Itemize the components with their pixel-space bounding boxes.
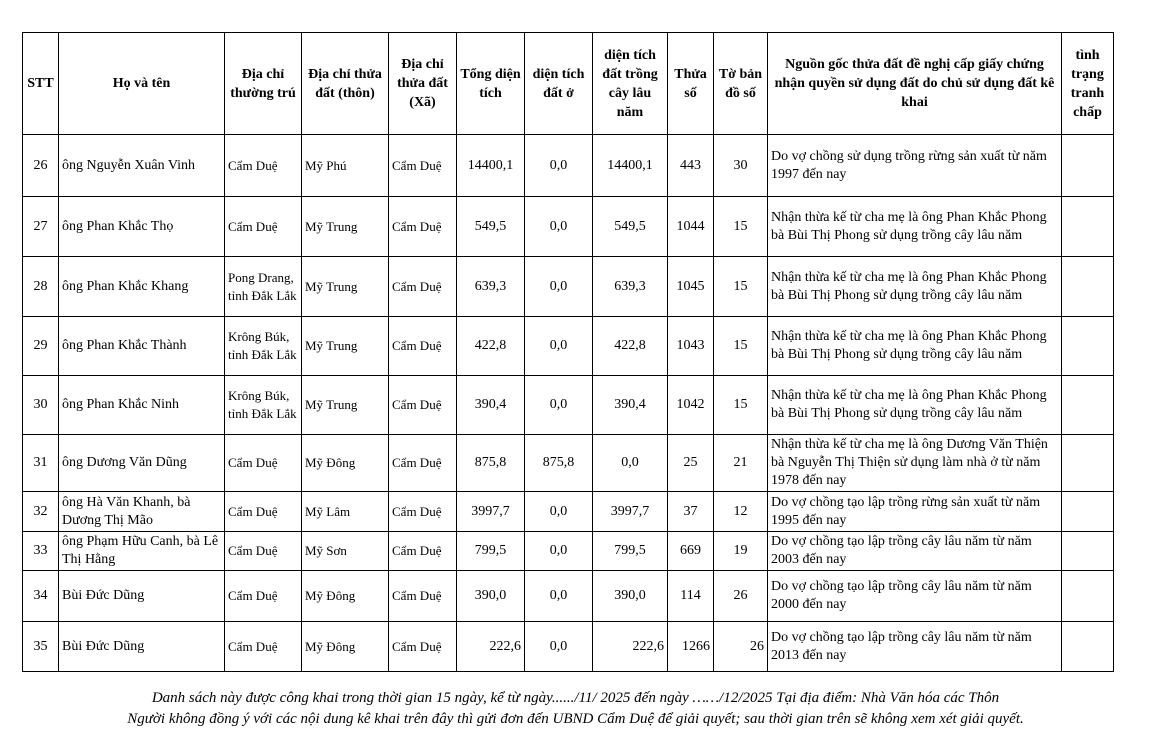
cell-total-area: 639,3 xyxy=(457,257,525,317)
cell-commune: Cẩm Duệ xyxy=(389,135,457,197)
cell-name: ông Phan Khắc Ninh xyxy=(59,376,225,435)
cell-origin: Do vợ chồng tạo lập trồng cây lâu năm từ năm 2013 đến nay xyxy=(768,622,1062,672)
cell-name: ông Phan Khắc Thọ xyxy=(59,197,225,257)
cell-plot-number: 114 xyxy=(668,571,714,622)
cell-dispute xyxy=(1062,257,1114,317)
land-registration-table xyxy=(22,32,1114,672)
cell-commune: Cẩm Duệ xyxy=(389,257,457,317)
cell-total-area: 799,5 xyxy=(457,532,525,571)
cell-map-sheet: 26 xyxy=(714,571,768,622)
cell-total-area: 422,8 xyxy=(457,317,525,376)
cell-commune: Cẩm Duệ xyxy=(389,571,457,622)
cell-residence: Pong Drang, tỉnh Đắk Lắk xyxy=(225,257,302,317)
cell-dispute xyxy=(1062,492,1114,532)
cell-residence: Cẩm Duệ xyxy=(225,492,302,532)
cell-stt: 32 xyxy=(23,492,59,532)
header-stt: STT xyxy=(23,33,59,135)
cell-commune: Cẩm Duệ xyxy=(389,317,457,376)
header-perennial-area: diện tích đất trồng cây lâu năm xyxy=(593,33,668,135)
cell-plot-number: 669 xyxy=(668,532,714,571)
cell-residential-area: 0,0 xyxy=(525,532,593,571)
cell-residential-area: 0,0 xyxy=(525,317,593,376)
cell-residence: Cẩm Duệ xyxy=(225,622,302,672)
header-total-area: Tổng diện tích xyxy=(457,33,525,135)
cell-total-area: 549,5 xyxy=(457,197,525,257)
cell-stt: 26 xyxy=(23,135,59,197)
cell-village: Mỹ Đông xyxy=(302,571,389,622)
cell-village: Mỹ Trung xyxy=(302,376,389,435)
cell-perennial-area: 222,6 xyxy=(593,622,668,672)
cell-residential-area: 0,0 xyxy=(525,622,593,672)
cell-residential-area: 0,0 xyxy=(525,135,593,197)
header-map-sheet: Tờ bản đồ số xyxy=(714,33,768,135)
cell-perennial-area: 0,0 xyxy=(593,435,668,492)
cell-residential-area: 0,0 xyxy=(525,492,593,532)
cell-dispute xyxy=(1062,376,1114,435)
cell-perennial-area: 3997,7 xyxy=(593,492,668,532)
notice-line-2: Người không đồng ý với các nội dung kê khai trên đây thì gửi đơn đến UBND Cẩm Duệ để giải quyết; sau thời gian trên sẽ không xem xét giải quyết. xyxy=(127,711,1024,727)
cell-name: ông Phan Khắc Khang xyxy=(59,257,225,317)
cell-residence: Cẩm Duệ xyxy=(225,571,302,622)
cell-name: ông Phạm Hữu Canh, bà Lê Thị Hằng xyxy=(59,532,225,571)
cell-map-sheet: 15 xyxy=(714,376,768,435)
cell-dispute xyxy=(1062,317,1114,376)
cell-origin: Nhận thừa kế từ cha mẹ là ông Phan Khắc Phong bà Bùi Thị Phong sử dụng trồng cây lâu năm xyxy=(768,257,1062,317)
table-row xyxy=(23,622,1114,672)
cell-residential-area: 875,8 xyxy=(525,435,593,492)
cell-stt: 31 xyxy=(23,435,59,492)
header-plot-number: Thửa số xyxy=(668,33,714,135)
cell-plot-number: 1043 xyxy=(668,317,714,376)
table-row xyxy=(23,135,1114,197)
header-dispute: tình trạng tranh chấp xyxy=(1062,33,1114,135)
cell-origin: Do vợ chồng tạo lập trồng cây lâu năm từ năm 2000 đến nay xyxy=(768,571,1062,622)
cell-residential-area: 0,0 xyxy=(525,257,593,317)
cell-commune: Cẩm Duệ xyxy=(389,492,457,532)
cell-total-area: 875,8 xyxy=(457,435,525,492)
cell-village: Mỹ Trung xyxy=(302,197,389,257)
cell-plot-number: 37 xyxy=(668,492,714,532)
cell-residential-area: 0,0 xyxy=(525,376,593,435)
cell-stt: 30 xyxy=(23,376,59,435)
cell-residence: Cẩm Duệ xyxy=(225,532,302,571)
cell-residence: Krông Búk, tỉnh Đắk Lắk xyxy=(225,376,302,435)
cell-map-sheet: 15 xyxy=(714,257,768,317)
cell-commune: Cẩm Duệ xyxy=(389,197,457,257)
cell-dispute xyxy=(1062,135,1114,197)
cell-origin: Nhận thừa kế từ cha mẹ là ông Dương Văn Thiện bà Nguyễn Thị Thiện sử dụng làm nhà ở từ năm 1978 đến nay xyxy=(768,435,1062,492)
cell-origin: Nhận thừa kế từ cha mẹ là ông Phan Khắc Phong bà Bùi Thị Phong sử dụng trồng cây lâu năm xyxy=(768,376,1062,435)
table-row xyxy=(23,435,1114,492)
cell-plot-number: 1042 xyxy=(668,376,714,435)
cell-map-sheet: 15 xyxy=(714,317,768,376)
cell-perennial-area: 390,4 xyxy=(593,376,668,435)
cell-origin: Do vợ chồng tạo lập trồng cây lâu năm từ năm 2003 đến nay xyxy=(768,532,1062,571)
cell-map-sheet: 12 xyxy=(714,492,768,532)
header-plot-village: Địa chỉ thửa đất (thôn) xyxy=(302,33,389,135)
cell-origin: Nhận thừa kế từ cha mẹ là ông Phan Khắc Phong bà Bùi Thị Phong sử dụng trồng cây lâu năm xyxy=(768,197,1062,257)
cell-perennial-area: 799,5 xyxy=(593,532,668,571)
cell-stt: 28 xyxy=(23,257,59,317)
table-row xyxy=(23,532,1114,571)
cell-name: ông Hà Văn Khanh, bà Dương Thị Mão xyxy=(59,492,225,532)
cell-plot-number: 1266 xyxy=(668,622,714,672)
cell-perennial-area: 549,5 xyxy=(593,197,668,257)
cell-map-sheet: 21 xyxy=(714,435,768,492)
public-notice xyxy=(0,688,1151,730)
cell-perennial-area: 422,8 xyxy=(593,317,668,376)
cell-total-area: 222,6 xyxy=(457,622,525,672)
header-residence: Địa chỉ thường trú xyxy=(225,33,302,135)
cell-commune: Cẩm Duệ xyxy=(389,622,457,672)
cell-village: Mỹ Phú xyxy=(302,135,389,197)
cell-map-sheet: 26 xyxy=(714,622,768,672)
cell-residence: Cẩm Duệ xyxy=(225,435,302,492)
cell-plot-number: 1045 xyxy=(668,257,714,317)
table-row xyxy=(23,197,1114,257)
cell-stt: 34 xyxy=(23,571,59,622)
cell-commune: Cẩm Duệ xyxy=(389,532,457,571)
cell-origin: Do vợ chồng sử dụng trồng rừng sản xuất từ năm 1997 đến nay xyxy=(768,135,1062,197)
cell-village: Mỹ Đông xyxy=(302,435,389,492)
cell-plot-number: 443 xyxy=(668,135,714,197)
cell-origin: Do vợ chồng tạo lập trồng rừng sản xuất từ năm 1995 đến nay xyxy=(768,492,1062,532)
cell-village: Mỹ Đông xyxy=(302,622,389,672)
cell-village: Mỹ Trung xyxy=(302,257,389,317)
cell-commune: Cẩm Duệ xyxy=(389,435,457,492)
cell-perennial-area: 14400,1 xyxy=(593,135,668,197)
table-row xyxy=(23,571,1114,622)
header-name: Họ và tên xyxy=(59,33,225,135)
table-row xyxy=(23,257,1114,317)
cell-residence: Cẩm Duệ xyxy=(225,197,302,257)
table-row xyxy=(23,376,1114,435)
table-row xyxy=(23,317,1114,376)
cell-name: Bùi Đức Dũng xyxy=(59,571,225,622)
cell-dispute xyxy=(1062,622,1114,672)
cell-dispute xyxy=(1062,197,1114,257)
cell-plot-number: 1044 xyxy=(668,197,714,257)
cell-total-area: 3997,7 xyxy=(457,492,525,532)
cell-dispute xyxy=(1062,435,1114,492)
cell-total-area: 390,4 xyxy=(457,376,525,435)
notice-line-1: Danh sách này được công khai trong thời gian 15 ngày, kể từ ngày....../11/ 2025 đến ngày ……/12/2025 Tại địa điểm: Nhà Văn hóa các Thôn xyxy=(151,690,1000,706)
cell-name: ông Dương Văn Dũng xyxy=(59,435,225,492)
cell-origin: Nhận thừa kế từ cha mẹ là ông Phan Khắc Phong bà Bùi Thị Phong sử dụng trồng cây lâu năm xyxy=(768,317,1062,376)
cell-dispute xyxy=(1062,571,1114,622)
cell-residential-area: 0,0 xyxy=(525,571,593,622)
cell-stt: 35 xyxy=(23,622,59,672)
cell-name: ông Phan Khắc Thành xyxy=(59,317,225,376)
cell-stt: 29 xyxy=(23,317,59,376)
cell-total-area: 14400,1 xyxy=(457,135,525,197)
cell-commune: Cẩm Duệ xyxy=(389,376,457,435)
cell-perennial-area: 639,3 xyxy=(593,257,668,317)
cell-stt: 33 xyxy=(23,532,59,571)
cell-village: Mỹ Sơn xyxy=(302,532,389,571)
cell-map-sheet: 19 xyxy=(714,532,768,571)
table-header-row xyxy=(23,33,1114,135)
cell-residential-area: 0,0 xyxy=(525,197,593,257)
cell-name: Bùi Đức Dũng xyxy=(59,622,225,672)
cell-map-sheet: 30 xyxy=(714,135,768,197)
cell-name: ông Nguyễn Xuân Vinh xyxy=(59,135,225,197)
cell-stt: 27 xyxy=(23,197,59,257)
header-residential-area: diện tích đất ở xyxy=(525,33,593,135)
cell-residence: Krông Búk, tỉnh Đắk Lắk xyxy=(225,317,302,376)
table-row xyxy=(23,492,1114,532)
cell-residence: Cẩm Duệ xyxy=(225,135,302,197)
header-origin: Nguồn gốc thửa đất đề nghị cấp giấy chứng nhận quyền sử dụng đất do chủ sử dụng đất kê khai xyxy=(768,33,1062,135)
cell-village: Mỹ Lâm xyxy=(302,492,389,532)
header-plot-commune: Địa chỉ thửa đất (Xã) xyxy=(389,33,457,135)
cell-map-sheet: 15 xyxy=(714,197,768,257)
cell-plot-number: 25 xyxy=(668,435,714,492)
cell-dispute xyxy=(1062,532,1114,571)
cell-village: Mỹ Trung xyxy=(302,317,389,376)
cell-perennial-area: 390,0 xyxy=(593,571,668,622)
cell-total-area: 390,0 xyxy=(457,571,525,622)
